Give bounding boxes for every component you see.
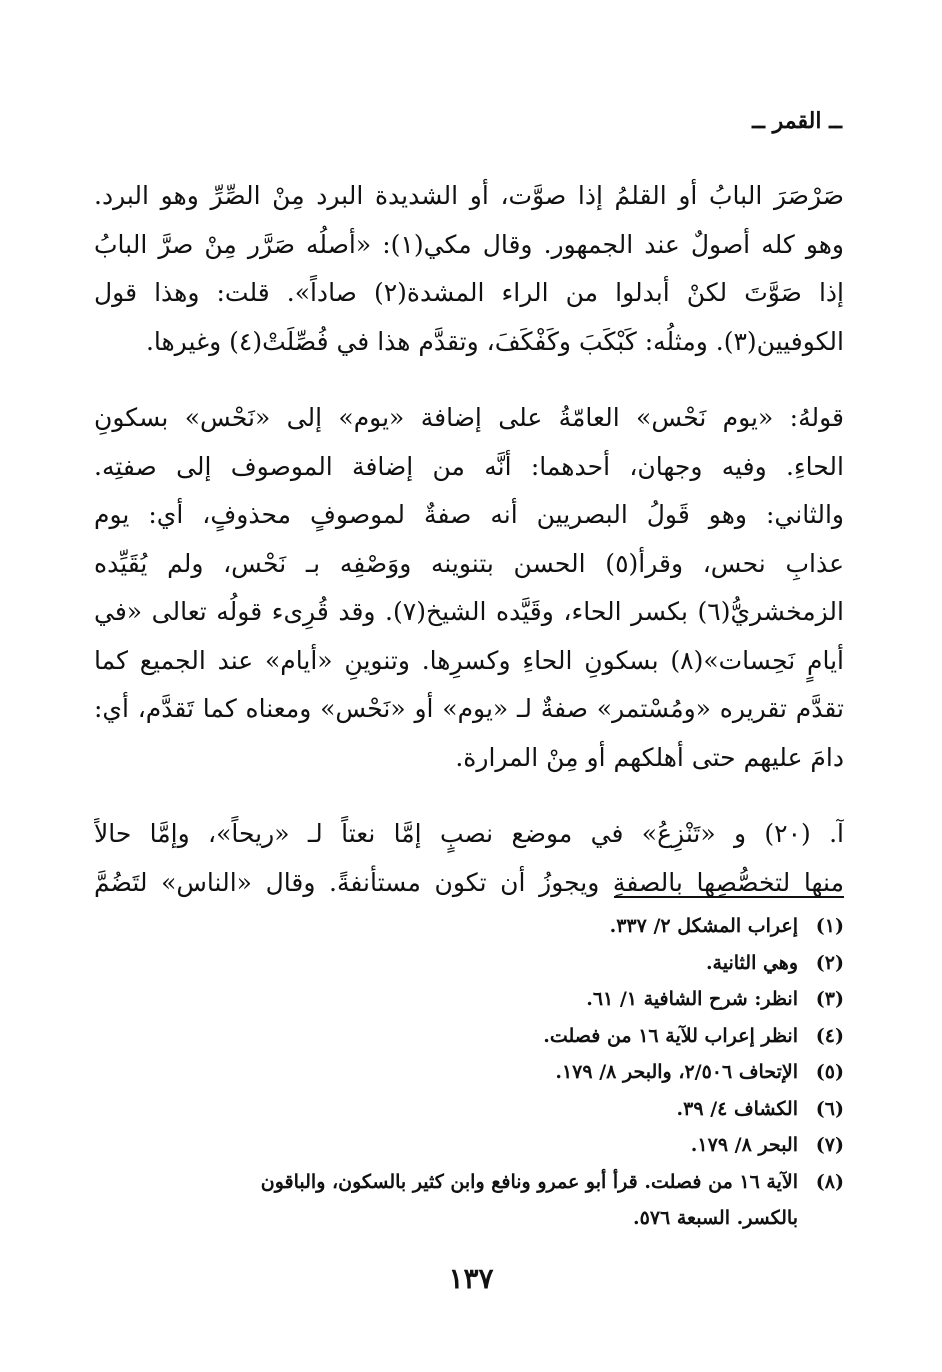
footnote-number: (٣) xyxy=(815,988,844,1010)
text-line: صَرْصَرَ البابُ أو القلمُ إذا صوَّت، أو الشديدة البرد مِنْ الصِّرِّ وهو البرد. xyxy=(94,181,844,210)
footnote-number: (٦) xyxy=(815,1097,844,1120)
footnote-text: إعراب المشكل ٢/ ٣٣٧. xyxy=(609,915,798,937)
text-line: دامَ عليهم حتى أهلكهم أو مِنْ المرارة. xyxy=(455,742,844,772)
footnote-text xyxy=(94,1164,798,1237)
text-line: آ. (٢٠) و «تَنْزِعُ» في موضع نصبٍ إمَّا نعتاً لـ «ريحاً»، وإمَّا حالاً xyxy=(94,819,844,848)
footnote-text: البحر ٨/ ١٧٩. xyxy=(690,1134,798,1156)
footnote xyxy=(94,1091,844,1128)
footnote-number: (٥) xyxy=(815,1061,844,1083)
running-header: ــ القمر ــ xyxy=(752,108,842,134)
page-number: ١٣٧ xyxy=(448,1262,494,1295)
paragraph xyxy=(94,172,844,366)
paragraph xyxy=(94,394,844,782)
footnote-number: (١) xyxy=(815,915,844,937)
footnote-number: (٢) xyxy=(815,951,844,974)
text-line: منها لتخصُّصِها بالصفةِ ويجوزُ أن تكون مستأنفةً. وقال «الناس» لتَضُمَّ xyxy=(94,867,844,897)
text-line: الحاءِ. وفيه وجهان، أحدهما: أنَّه من إضافة الموصوف إلى صفتِه. xyxy=(94,451,844,481)
footnote-separator xyxy=(614,896,844,898)
footnote-text: الإتحاف ٢/٥٠٦، والبحر ٨/ ١٧٩. xyxy=(555,1061,798,1083)
footnote xyxy=(94,981,844,1018)
text-line: قولهُ: «يوم نَحْس» العامّةُ على إضافة «يوم» إلى «نَحْس» بسكونِ xyxy=(94,403,844,432)
text-line: والثاني: وهو قَولُ البصريين أنه صفةٌ لموصوفٍ محذوفٍ، أي: يوم xyxy=(94,500,844,529)
footnote-line: الآية ١٦ من فصلت. قرأ أبو عمرو ونافع وابن كثير بالسكون، والباقون xyxy=(260,1170,798,1193)
text-line: الزمخشريُّ(٦) بكسر الحاء، وقَيَّده الشيخ(٧). وقد قُرِىء قولُه تعالى «في xyxy=(94,597,844,626)
main-text xyxy=(94,172,844,935)
footnote xyxy=(94,1054,844,1091)
footnote-number: (٨) xyxy=(815,1170,844,1193)
text-line: أيامٍ نَحِسات»(٨) بسكونِ الحاءِ وكسرِها. وتنوينِ «أيام» عند الجميع كما xyxy=(94,645,844,675)
footnote xyxy=(94,1127,844,1164)
footnote xyxy=(94,1164,844,1237)
footnote xyxy=(94,908,844,945)
footnote xyxy=(94,945,844,982)
footnote-text: انظر إعراب للآية ١٦ من فصلت. xyxy=(543,1024,798,1047)
footnote xyxy=(94,1018,844,1055)
text-line: الكوفيين(٣). ومثلُه: كَبْكَبَ وكَفْكَفَ، وتقدَّم هذا في فُصِّلَتْ(٤) وغيرها. xyxy=(145,326,844,356)
text-line: تقدَّم تقريره «ومُسْتمر» صفةٌ لـ «يوم» أو «نَحْس» ومعناه كما تَقدَّم، أي: xyxy=(94,694,844,723)
footnotes xyxy=(94,908,844,1237)
footnote-line: بالكسر. السبعة ٥٧٦. xyxy=(633,1207,798,1229)
text-line: وهو كله أصولٌ عند الجمهور. وقال مكي(١): «أصلُه صَرَّر مِنْ صرَّ البابُ xyxy=(94,229,844,259)
footnote-number: (٧) xyxy=(815,1134,844,1156)
footnote-text: وهي الثانية. xyxy=(705,951,798,974)
text-line: إذا صَوَّتَ لكنْ أبدلوا من الراء المشدة(٢) صاداً». قلت: وهذا قول xyxy=(94,278,844,307)
text-line: عذابِ نحس، وقرأ(٥) الحسن بتنوينه ووَصْفِه بـ نَحْس، ولم يُقَيِّده xyxy=(94,548,844,578)
footnote-text: الكشاف ٤/ ٣٩. xyxy=(676,1097,798,1120)
paragraph xyxy=(94,810,844,907)
footnote-text: انظر: شرح الشافية ١/ ٦١. xyxy=(586,988,798,1010)
footnote-number: (٤) xyxy=(815,1024,844,1047)
